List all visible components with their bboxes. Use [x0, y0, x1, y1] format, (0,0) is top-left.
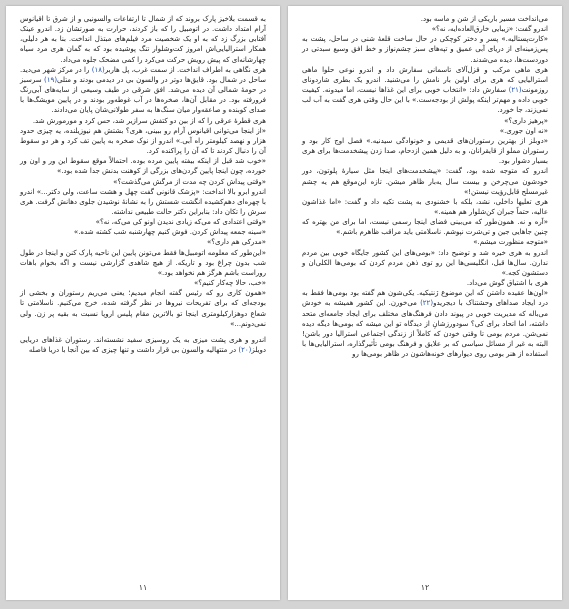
- paragraph: [302, 116, 548, 126]
- left-page: [6, 6, 280, 600]
- right-page: [288, 6, 562, 600]
- text-run: «وقتی اعتدادی که می‌که زیادی ندیدن اونو کی می‌که، نه؟»: [95, 218, 266, 227]
- text-run: «آره و نه. همون‌طور که می‌بینی فضای اینجا رسمی نیست، اما برای من بهتره که چنین جاهایی جین و تی‌شرت نپوشم. ناسلامتی باید مراقب ظاهرم باشم.»: [302, 218, 548, 237]
- text-run: اندرو و هری پشت میزی به یک روسیزی سفید نشسته‌اند. رستوران غذاهای دریایی دویلز: [20, 335, 266, 354]
- text-run: سرسبز در حومهٔ شمالی آن دیده می‌شد. افق شرقی در طیف وسیعی از سایه‌های آبی‌رنگ فرورفته بود. در مقابل آن‌ها، صخره‌ها در آب غوطه‌ور بودند و در پایین مویشگ‌ها با صدای کوبنده و صاعقه‌وار میان سنگ‌ها به سفر طولانی‌شان پایان می‌دادند.: [20, 75, 266, 115]
- paragraph: [20, 116, 266, 126]
- text-run: می‌انداخت مسیر باریکی از شن و ماسه بود.: [420, 15, 548, 23]
- paragraph: [302, 126, 548, 136]
- text-run: «وقتی پیداش کردن چه مدت از مرگش می‌گذشت؟»: [113, 177, 266, 186]
- paragraph: [302, 24, 548, 34]
- footnote-marker: (۱۹): [44, 75, 58, 84]
- text-run: هری تعلیها داخلی، نشد، بلکه با خشنودی به پشت تکیه داد و گفت: «اما غذاشون عالیه، حتماً جبران کن‌شلوار هم همینه.»: [302, 197, 548, 216]
- left-page-body: [20, 14, 266, 355]
- paragraph: [302, 65, 548, 116]
- text-run: «خب، حالا چه‌کار کنیم؟»: [193, 279, 266, 288]
- paragraph: [302, 237, 548, 247]
- paragraph: [20, 217, 266, 227]
- right-page-number: ۱۲: [420, 583, 430, 592]
- text-run: اندرو به هری خیره شد و توضیح داد: «بومی‌های این کشور جایگاه خوبی بین مردم ندارن. سال‌ها قبل، انگلیسی‌ها این رو توی ذهن مردم کردن که بومی‌ها الکلی‌ان و دستشون کجه.»: [302, 248, 548, 277]
- paragraph: [302, 288, 548, 359]
- paragraph: [302, 14, 548, 24]
- text-run: «اون‌ها عقیده داشتن که این موضوع ژنتیکیه. یکی‌شون هم گفته بود بومی‌ها فقط به درد ایجاد صداهای وحشتناک با دیجریدو: [302, 289, 549, 308]
- paragraph: [302, 197, 548, 217]
- text-run: «نه اون جوری.»: [499, 126, 548, 135]
- text-run: سفارش داد: «انتخاب خوبی برای این غذاها نیست، اما میدونه. کیفیت خوبی داده و مهم‌تر اینکه پولش از بودجه‌ست.» با این حال وقتی هری گفت به آب لب نمی‌زند، جا خورد.: [302, 86, 548, 115]
- paragraph: [20, 237, 266, 247]
- paragraph: [302, 248, 548, 278]
- text-run: «مدرکی هم داری؟»: [207, 238, 266, 247]
- paragraph: [20, 156, 266, 176]
- text-run: اندرو گفت: «زیبایی خارق‌العاده‌ایه، نه؟»: [431, 25, 548, 34]
- text-run: «سینه جمعه پیداش کردن. فوش کنیم چهارشنبه شب کشته شده.»: [73, 228, 266, 237]
- right-page-body: [302, 14, 548, 359]
- text-run: «دوبلز از بهترین رستوران‌های قدیمی و خونوادگی سیدنیه.» فصل اوج کار بود و رستوران مملو از قایقرانان، و به دلیل همین ازدحام، صدا زدن پیشخدمت‌ها برای هری بسیار دشوار بود.: [302, 136, 548, 166]
- footnote-marker: (۲۱): [508, 86, 522, 95]
- paragraph: [20, 65, 266, 116]
- text-run: به قسمت بلاخیز پارک بروند که از شمال تا ارتفاعات والسونیی و از شرق تا اقیانوس آرام امتداد داشت. در اتومبیل را که باز کردند، حرارت به صورتشان زد. اندرو عینک آفتابی بزرگ زد که به او یک شخصیت مرد فیلم‌های مبتذل انداخت. بنا به هر دلیلی، همکار استرالیایی‌اش امروز کت‌وشلوار تنگ پوشیده بود که به گمان هری مرد سیاه چهارشانه‌ای که پیش رویش حرکت می‌کرد را کمی مضحک جلوه می‌داد.: [20, 15, 266, 64]
- footnote-marker: (۱۸): [91, 65, 105, 74]
- paragraph: [20, 177, 266, 187]
- text-run: را در مرکز شهر می‌دید. ساحل در شمال بود. قایق‌ها دوتر در والسون بی در دیدمی بودند و متلی: [20, 65, 266, 84]
- paragraph: [302, 278, 548, 288]
- paragraph: [20, 278, 266, 288]
- paragraph: [302, 34, 548, 64]
- paragraph: [20, 187, 266, 217]
- text-run: «همون کاری رو که رئیس گفته انجام میدیم؛ یعنی می‌ریم رستوران و بخشی از بودجه‌ای که برای تفریحات نیروها در نظر گرفته شده، خرج می‌کنیم. ناسلامتی تا شعاع دوهزارکیلومتری اینجا تو بالاترین مقام پلیس اروپا نسبت به بقیه پر زن. ولی نمی‌دونم...»: [20, 289, 266, 328]
- text-run: هری قطرهٔ عرقی را که از بین دو کتفش سرازیر شد، حس کرد و مورمورش شد.: [32, 116, 266, 125]
- text-run: «کارت‌پستالیه.» پسر و دختر کوچکی در حال ساخت قلعهٔ شنی در ساحل، پشت به پس‌زمینه‌ای از دریای آبی عمیق و تپه‌های سبز چشم‌نواز و خط افق وسیع سبدتی در دوردست‌ها، دیده می‌شدند.: [302, 35, 548, 64]
- paragraph: [20, 227, 266, 237]
- text-run: هری با اشتیاق گوش می‌داد.: [466, 279, 548, 288]
- text-run: «پرهیز داری؟»: [504, 116, 548, 125]
- paragraph: [20, 14, 266, 65]
- text-run: «متوجه منظورت میشم.»: [473, 238, 548, 247]
- paragraph: [20, 248, 266, 278]
- text-run: در متتهالیه والسون بی قرار داشت و تنها چیزی که بین آنجا با دریا فاصله: [28, 346, 239, 354]
- paragraph: [302, 217, 548, 237]
- text-run: اندرو ابرو بالا انداخت: «پزشک قانونی گفت چهل و هشت ساعت، ولی دکتر...» اندرو با چهره‌ای دهم‌کشیده انگشت شستش را به نشانهٔ نوشیدن جلوی دهانش گرفت. هری سرش را تکان داد: بنابراین دکتر حالت طبیعی نداشته.: [20, 187, 266, 216]
- paragraph: [20, 126, 266, 156]
- paragraph: [20, 288, 266, 329]
- paragraph: [20, 335, 266, 355]
- text-run: «از اینجا می‌توانی اقیانوس آرام رو ببینی، هری؟ بشتش هم نیوزیلنده، یه چیزی حدود هزار و نهصد کیلومتر راه آبی.» اندرو از نوک صخره به پایین تف کرد و هر دو سقوط آن را دنبال کردند تا که آن را پراکنده کرد.: [20, 126, 266, 156]
- text-run: «خوب شد قبل از اینکه بیفته پایین مرده بوده. احتمالاً موقع سقوط این ور و اون ور خورده، چون اینجا پایین گردن‌های بزرگی از کوهنت بدنش جدا شده بود.»: [20, 157, 266, 176]
- footnote-marker: (۲۲): [420, 299, 434, 308]
- text-run: می‌خورن. این کشور همیشه به خودش می‌باله که مدیریت خوبی در پیوند دادن فرهنگ‌های مختلف برای ایجاد جامعه‌ای متحد داشته، اما اتحاد برای کی؟ سودورزشانِ از دیدگاه تو این میشه که بومی‌ها دیگه دیده نمی‌شن. مردم بومی تا وقتی خودن که کاملاً از زندگی اجتماعی استرالیا دور باشن! البته به غیر از مسائل سیاسی که بر علایق و فرهنگ بومی تأثیرگذاره، استرالیایی‌ها با استفاده از هنر بومی روی دیوارهای خونه‌هاشون در ظاهر بومی‌ها رو: [302, 299, 548, 359]
- paragraph: [302, 166, 548, 196]
- text-run: «این‌طور که معلومه اتومبیل‌ها فقط می‌تونن پایین این ناحیه پارک کنن و اینجا در طول شب بدون چراغ بود و تاریکه. از هیچ شاهدی گزارشی نیست و اگه بخوام باهات روراست باشم هرگز هم نخواهد بود.»: [20, 248, 266, 277]
- text-run: هری نگاهی به اطراف انداخت. از سمت غرب، پل هاربر: [104, 65, 266, 74]
- text-run: هری ماهی مرکب و قزل‌آلای تاسمانی سفارش داد و اندرو نوعی حلوا ماهی استرالیایی که هری برای اولین بار نامش را می‌شنید. اندرو یک بطری شاردونای روزمونت: [302, 65, 548, 95]
- left-page-number: ۱۱: [138, 583, 148, 592]
- footnote-marker: (۲۰): [238, 346, 252, 354]
- paragraph: [302, 136, 548, 166]
- text-run: اندرو که متوجه شده بود، گفت: «پیشخدمت‌های اینجا مثل سیارهٔ پلوتون، دور خودشون می‌چرخن و بیست سال یه‌بار ظاهر میشن. تازه این‌موقع هم یه چشم غیرمسلح قابل‌رؤیت نیستن!»: [302, 167, 548, 196]
